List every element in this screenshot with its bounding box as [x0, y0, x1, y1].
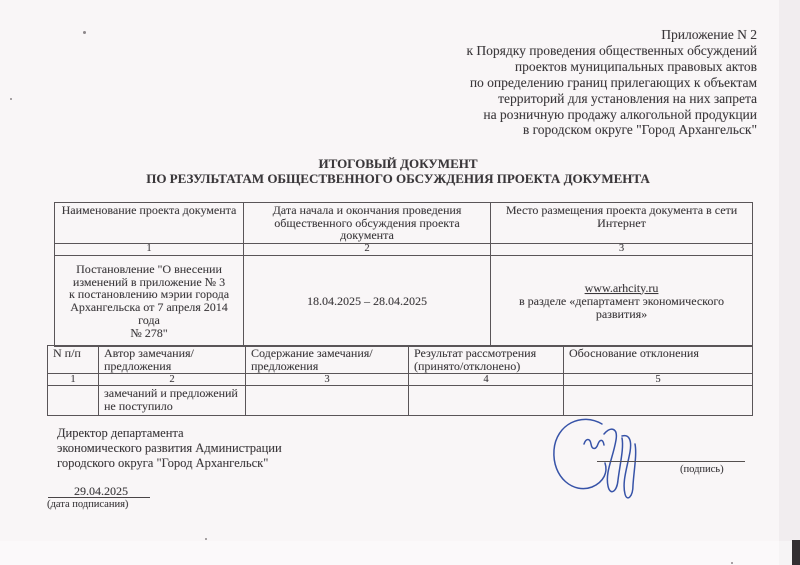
comment-author-cell: замечаний и предложений не поступило	[99, 386, 246, 416]
official-title-line: Директор департамента	[57, 426, 184, 440]
document-title-line1: ИТОГОВЫЙ ДОКУМЕНТ	[318, 156, 478, 171]
projects-header-name: Наименование проекта документа	[55, 203, 244, 244]
project-name-cell	[55, 256, 244, 347]
document-title-line2: ПО РЕЗУЛЬТАТАМ ОБЩЕСТВЕННОГО ОБСУЖДЕНИЯ ПРОЕКТА ДОКУМЕНТА	[146, 170, 650, 186]
appendix-line: проектов муниципальных правовых актов	[514, 58, 757, 74]
publication-location-cell	[491, 256, 753, 347]
handwritten-signature	[546, 412, 676, 512]
projects-table-data-row	[55, 256, 753, 347]
comments-header-justification: Обоснование отклонения	[564, 346, 753, 374]
projects-header-location: Место размещения проекта документа в сети Интернет	[491, 203, 753, 244]
discussion-dates-cell: 18.04.2025 – 28.04.2025	[244, 256, 491, 347]
comment-number-cell	[48, 386, 99, 416]
comment-result-cell	[409, 386, 564, 416]
website-section-note: в разделе «департамент экономического развития»	[519, 294, 724, 321]
project-name-line: № 278"	[130, 325, 168, 340]
signing-date-label: (дата подписания)	[47, 499, 129, 510]
projects-table-header-row	[55, 203, 753, 244]
appendix-reference-block	[466, 27, 757, 138]
project-name-line: к постановлению мэрии города	[68, 287, 230, 302]
comments-header-author: Автор замечания/предложения	[99, 346, 246, 374]
scan-speck	[83, 31, 86, 34]
scan-edge-strip	[779, 0, 800, 565]
numbering-cell: 5	[564, 374, 753, 386]
scan-dark-edge	[792, 540, 800, 565]
projects-header-dates: Дата начала и окончания проведения общественного обсуждения проекта документа	[244, 203, 491, 244]
project-name-line: Архангельска от 7 апреля 2014 года	[70, 300, 228, 327]
scan-bottom-strip	[0, 541, 795, 565]
numbering-cell: 1	[55, 244, 244, 256]
signing-date-value: 29.04.2025	[74, 484, 128, 498]
comments-table	[47, 345, 753, 416]
numbering-cell: 2	[99, 374, 246, 386]
appendix-line: по определению границ прилегающих к объектам	[469, 74, 757, 90]
signature-label: (подпись)	[680, 464, 724, 475]
appendix-line: в городском округе "Город Архангельск"	[522, 122, 757, 138]
signing-date-line	[48, 497, 150, 498]
comments-header-content: Содержание замечания/предложения	[246, 346, 409, 374]
document-title	[0, 157, 796, 187]
scan-speck	[731, 562, 733, 564]
comment-content-cell	[246, 386, 409, 416]
official-title-line: городского округа "Город Архангельск"	[57, 456, 269, 470]
website-url-text: www.arhcity.ru	[584, 280, 659, 295]
numbering-cell: 3	[246, 374, 409, 386]
project-name-line: изменений в приложение № 3	[72, 274, 226, 289]
scan-speck	[205, 538, 207, 540]
appendix-line: Приложение N 2	[661, 27, 757, 42]
project-name-line: Постановление "О внесении	[76, 262, 222, 276]
comments-header-result: Результат рассмотрения (принято/отклонено)	[409, 346, 564, 374]
official-title-block	[57, 426, 282, 471]
numbering-cell: 1	[48, 374, 99, 386]
scan-speck	[10, 98, 12, 100]
comments-header-number: N п/п	[48, 346, 99, 374]
comments-table-numbering-row	[48, 374, 753, 386]
appendix-line: к Порядку проведения общественных обсуждений	[466, 42, 757, 58]
comments-table-header-row	[48, 346, 753, 374]
appendix-line: территорий для установления на них запрета	[498, 90, 757, 106]
numbering-cell: 4	[409, 374, 564, 386]
numbering-cell: 3	[491, 244, 753, 256]
numbering-cell: 2	[244, 244, 491, 256]
appendix-line: на розничную продажу алкогольной продукции	[483, 106, 757, 122]
signature-line	[597, 461, 745, 462]
projects-table-numbering-row	[55, 244, 753, 256]
projects-table	[54, 202, 753, 347]
official-title-line: экономического развития Администрации	[57, 441, 282, 455]
